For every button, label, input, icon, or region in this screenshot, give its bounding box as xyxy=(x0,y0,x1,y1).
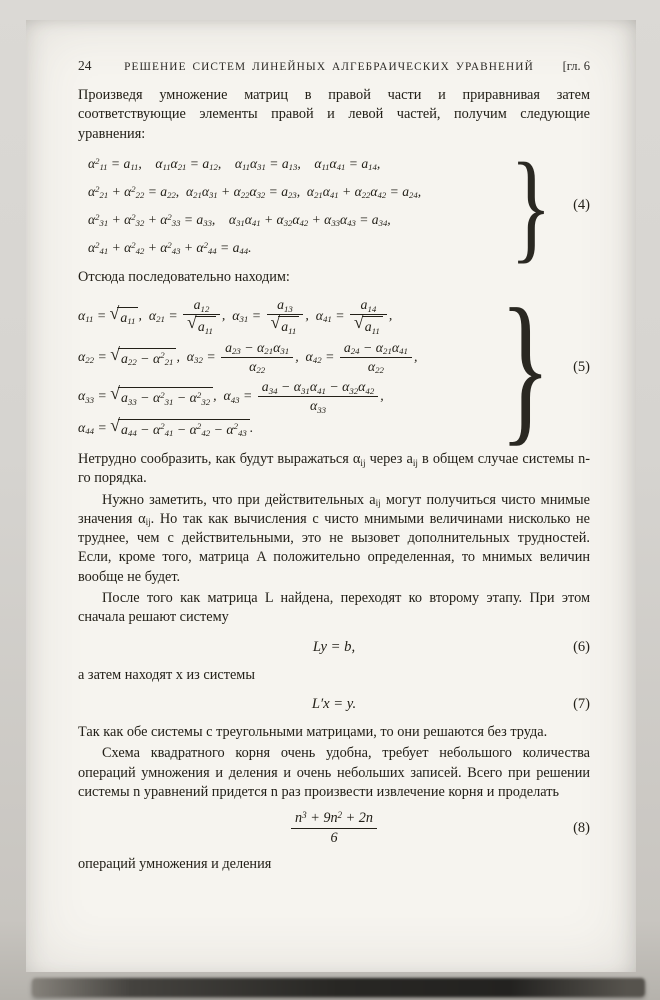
square-root xyxy=(109,303,139,327)
equation-number: (8) xyxy=(573,820,590,837)
math-fragment: $\alpha_{41}$ = xyxy=(315,307,349,325)
equation-body: L′x = y. xyxy=(311,695,357,712)
paragraph-lead-in: Отсюда последовательно находим: xyxy=(78,268,290,285)
radicand: $a_{11}$ xyxy=(117,307,138,326)
equation-display-6 xyxy=(78,636,590,658)
paragraph: Нетрудно сообразить, как будут выражаться $\alpha_{ij}$ через $a_{ij}$ в общем случае системы n-го порядка. xyxy=(78,450,590,487)
equation-line xyxy=(78,297,491,336)
fraction-denominator xyxy=(183,312,220,336)
equation-line: $\alpha^2_{11} = a_{11}$, $\alpha_{11}\alpha_{21} = a_{12}$, $\alpha_{11}\alpha_{31} = a_{13}$, $\alpha_{11}\alpha_{41} = a_{14}$, xyxy=(88,155,381,173)
fraction-denominator: $\alpha_{22}$ xyxy=(367,358,384,376)
equation-line xyxy=(78,340,491,376)
fraction xyxy=(340,340,412,376)
math-fragment: $\alpha_{21}$ = xyxy=(148,307,182,325)
equation-block-4 xyxy=(78,136,590,274)
right-brace: } xyxy=(510,136,552,274)
fraction xyxy=(221,340,293,376)
fraction-denominator: $\alpha_{22}$ xyxy=(249,358,266,376)
chapter-reference: [гл. 6 xyxy=(562,59,590,73)
paragraph: а затем находят x из системы xyxy=(78,666,255,683)
radicand: $a_{44} - \alpha^2_{41} - \alpha^2_{42} - \alpha^2_{43}$ xyxy=(118,419,250,438)
math-fragment: $\alpha_{43}$ = xyxy=(223,388,256,405)
equation-number: (5) xyxy=(573,359,590,376)
running-title: РЕШЕНИЕ СИСТЕМ ЛИНЕЙНЫХ АЛГЕБРАИЧЕСКИХ УРАВНЕНИЙ xyxy=(124,61,534,73)
paragraph: операций умножения и деления xyxy=(78,855,272,872)
square-root xyxy=(187,312,216,336)
fraction-numerator: $a_{13}$ xyxy=(267,297,304,315)
radicand: $a_{11}$ xyxy=(195,316,216,335)
fraction xyxy=(291,810,377,847)
equation-rows xyxy=(78,150,502,262)
radicand: $a_{33} - \alpha^2_{31} - \alpha^2_{32}$ xyxy=(118,387,213,406)
paragraph: Схема квадратного корня очень удобна, требует небольшого количества операций умножения и деления и очень небольших записей. Всего при решении системы n уравнений придется n раз произвести извлечение корня и проделать xyxy=(78,745,590,800)
math-fragment: $\alpha_{11}$ = xyxy=(78,307,110,325)
square-root xyxy=(110,383,213,407)
math-fragment: $\alpha_{44}$ = xyxy=(78,419,111,437)
fraction-denominator: 6 xyxy=(330,829,338,846)
math-fragment: $\alpha_{32}$ = xyxy=(186,348,220,366)
equation-line xyxy=(78,414,491,439)
paragraph: После того как матрица L найдена, переходят ко второму этапу. При этом сначала решают систему xyxy=(78,590,590,626)
fraction-numerator: $n^3 + 9n^2 + 2n$ xyxy=(291,810,377,829)
fraction-denominator xyxy=(267,312,304,336)
math-fragment: , xyxy=(213,388,224,404)
paragraph: Так как обе системы с треугольными матрицами, то они решаются без труда. xyxy=(78,723,548,740)
radicand: $a_{11}$ xyxy=(278,316,299,335)
math-fragment: $\alpha_{33}$ = xyxy=(78,388,111,405)
equation-line: $\alpha^2_{21} + \alpha^2_{22} = a_{22}$, $\alpha_{21}\alpha_{31} + \alpha_{22}\alpha_{32} = a_{23}$, $\alpha_{21}\alpha_{41} + \alpha_{22}\alpha_{42} = a_{24}$, xyxy=(88,183,422,201)
radical-sign: √ xyxy=(270,312,281,333)
radical-sign: √ xyxy=(110,383,120,404)
paragraph-intro: Произведя умножение матриц в правой части и приравнивая затем соответствующие элементы правой и левой частей, получим следующие уравнения: xyxy=(78,87,590,142)
radicand: $a_{11}$ xyxy=(362,316,383,335)
math-fragment: , xyxy=(221,307,233,323)
math-fragment: $\alpha_{42}$ = xyxy=(305,348,338,366)
math-fragment: $\alpha_{31}$ = xyxy=(232,307,265,325)
equation-body: Ly = b, xyxy=(312,638,356,655)
equation-rows xyxy=(78,293,491,442)
math-fragment: , xyxy=(305,307,316,323)
radical-sign: √ xyxy=(187,312,197,333)
math-fragment: , xyxy=(295,348,306,364)
fraction xyxy=(350,297,387,336)
radicand: $a_{22} - \alpha^2_{21}$ xyxy=(118,348,176,367)
equation-line: $\alpha^2_{31} + \alpha^2_{32} + \alpha^2_{33} = a_{33}$, $\alpha_{31}\alpha_{41} + \alpha_{32}\alpha_{42} + \alpha_{33}\alpha_{43} = a_{34}$, xyxy=(88,211,391,229)
fraction xyxy=(267,297,304,336)
fraction-numerator: $a_{14}$ xyxy=(350,297,387,315)
square-root xyxy=(110,414,250,439)
equation-line xyxy=(78,379,491,415)
equation-display-7 xyxy=(78,693,590,715)
fraction-numerator: $a_{23} - \alpha_{21}\alpha_{31}$ xyxy=(221,340,293,358)
math-fragment: , xyxy=(138,307,149,323)
equation-display-8 xyxy=(78,810,590,847)
radical-sign: √ xyxy=(354,312,364,333)
scan-bottom-shadow xyxy=(32,978,645,997)
math-fragment: , xyxy=(413,348,418,364)
equation-number: (4) xyxy=(573,197,590,214)
square-root xyxy=(110,344,176,368)
fraction-denominator xyxy=(350,312,387,336)
fraction-numerator: $a_{34} - \alpha_{31}\alpha_{41} - \alpha_{32}\alpha_{42}$ xyxy=(258,379,378,397)
math-fragment: , xyxy=(388,307,393,323)
radical-sign: √ xyxy=(109,303,120,324)
page-number: 24 xyxy=(78,58,92,73)
equation-line: $\alpha^2_{41} + \alpha^2_{42} + \alpha^2_{43} + \alpha^2_{44} = a_{44}$. xyxy=(88,239,252,257)
equation-number: (6) xyxy=(573,638,590,655)
book-page xyxy=(26,20,636,972)
math-fragment: , xyxy=(176,348,187,364)
equation-number: (7) xyxy=(573,695,590,712)
fraction-numerator: $a_{12}$ xyxy=(183,297,220,315)
math-fragment: , xyxy=(380,388,384,404)
radical-sign: √ xyxy=(110,344,120,365)
right-brace: } xyxy=(500,273,552,460)
radical-sign: √ xyxy=(110,414,120,435)
page-header xyxy=(78,58,590,74)
square-root xyxy=(270,312,300,336)
fraction-denominator: $\alpha_{33}$ xyxy=(309,398,327,415)
fraction-numerator: $a_{24} - \alpha_{21}\alpha_{41}$ xyxy=(340,340,412,358)
math-fragment: $\alpha_{22}$ = xyxy=(78,348,111,366)
fraction xyxy=(258,379,378,415)
fraction xyxy=(183,297,220,336)
square-root xyxy=(354,312,383,336)
paragraph: Нужно заметить, что при действительных $a_{ij}$ могут получиться чисто мнимые значения $\alpha_{ij}$. Но так как вычисления с чисто мнимыми величинами нисколько не труднее, чем с действительными, это не вызовет дополнительных трудностей. Если, кроме того, матрица A положительно определенная, то мнимых величин вообще не будет. xyxy=(78,491,590,585)
math-fragment: . xyxy=(249,419,254,435)
